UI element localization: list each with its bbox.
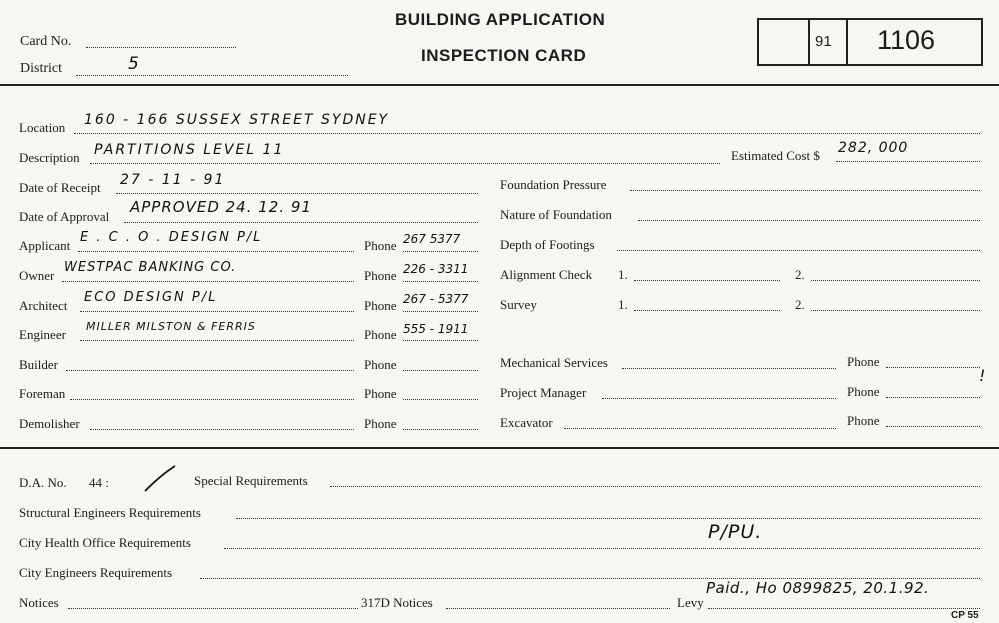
description-value: PARTITIONS LEVEL 11 xyxy=(94,142,285,158)
architect-phone-label: Phone xyxy=(364,298,397,313)
foreman-label: Foreman xyxy=(19,386,66,401)
foreman-phone-label: Phone xyxy=(364,386,397,401)
builder-label: Builder xyxy=(19,357,58,372)
demolisher-phone-label: Phone xyxy=(364,416,397,431)
title-line1: BUILDING APPLICATION xyxy=(395,10,606,29)
margin-mark: ! xyxy=(979,366,986,385)
levy-label: Levy xyxy=(677,595,704,610)
card-number-box xyxy=(757,18,983,66)
survey-num1: 1. xyxy=(618,297,628,312)
applicant-phone-value: 267 5377 xyxy=(403,232,461,246)
excavator-label: Excavator xyxy=(500,415,553,430)
date-receipt-label: Date of Receipt xyxy=(19,180,101,195)
engineer-label: Engineer xyxy=(19,327,66,342)
owner-label: Owner xyxy=(19,268,55,283)
engineer-phone-value: 555 - 1911 xyxy=(403,322,469,336)
estimated-cost-value: 282, 000 xyxy=(838,140,909,156)
demolisher-label: Demolisher xyxy=(19,416,80,431)
owner-phone-label: Phone xyxy=(364,268,397,283)
applicant-label: Applicant xyxy=(19,238,71,253)
district-line xyxy=(76,75,348,76)
levy-value: Paid., Ho 0899825, 20.1.92. xyxy=(706,579,930,597)
engineer-value: MILLER MILSTON & FERRIS xyxy=(86,320,256,333)
nature-foundation-label: Nature of Foundation xyxy=(500,207,612,222)
mechanical-services-label: Mechanical Services xyxy=(500,355,608,370)
requirements-divider xyxy=(0,447,999,449)
card-no-label: Card No. xyxy=(20,34,72,49)
applicant-value: E . C . O . DESIGN P/L xyxy=(80,230,263,245)
health-requirements-label: City Health Office Requirements xyxy=(19,535,191,550)
date-receipt-value: 27 - 11 - 91 xyxy=(120,172,226,188)
district-value: 5 xyxy=(128,54,140,74)
owner-value: WESTPAC BANKING CO. xyxy=(64,260,237,275)
owner-phone-value: 226 - 3311 xyxy=(403,262,469,276)
project-manager-label: Project Manager xyxy=(500,385,587,400)
card-number: 1106 xyxy=(877,25,936,55)
da-no-label: D.A. No. xyxy=(19,475,67,490)
header-divider xyxy=(0,84,999,86)
da-no-value: 44 : xyxy=(89,475,109,490)
architect-value: ECO DESIGN P/L xyxy=(84,290,218,305)
builder-phone-label: Phone xyxy=(364,357,397,372)
architect-phone-value: 267 - 5377 xyxy=(403,292,469,306)
location-label: Location xyxy=(19,120,66,135)
survey-num2: 2. xyxy=(795,297,805,312)
health-requirements-value: P/PU. xyxy=(708,521,763,543)
notices-317d-label: 317D Notices xyxy=(361,595,433,610)
project-manager-phone-label: Phone xyxy=(847,384,880,399)
engineer-phone-label: Phone xyxy=(364,327,397,342)
foundation-pressure-label: Foundation Pressure xyxy=(500,177,607,192)
da-slash-mark xyxy=(142,464,178,494)
structural-requirements-label: Structural Engineers Requirements xyxy=(19,505,201,520)
survey-label: Survey xyxy=(500,297,537,312)
depth-footings-label: Depth of Footings xyxy=(500,237,595,252)
alignment-check-label: Alignment Check xyxy=(500,267,593,282)
title-line2: INSPECTION CARD xyxy=(421,46,587,65)
applicant-phone-label: Phone xyxy=(364,238,397,253)
notices-label: Notices xyxy=(19,595,59,610)
city-engineers-label: City Engineers Requirements xyxy=(19,565,173,580)
mechanical-phone-label: Phone xyxy=(847,354,880,369)
district-label: District xyxy=(20,61,62,76)
card-no-line xyxy=(86,47,236,48)
footer-code: CP 55 xyxy=(951,610,979,621)
excavator-phone-label: Phone xyxy=(847,413,880,428)
card-number-prefix: 91 xyxy=(815,33,832,50)
description-label: Description xyxy=(19,150,80,165)
location-value: 160 - 166 SUSSEX STREET SYDNEY xyxy=(84,112,390,128)
date-approval-label: Date of Approval xyxy=(19,209,110,224)
architect-label: Architect xyxy=(19,298,68,313)
estimated-cost-label: Estimated Cost $ xyxy=(731,148,820,163)
special-requirements-label: Special Requirements xyxy=(194,473,308,488)
alignment-num2: 2. xyxy=(795,267,805,282)
date-approval-value: APPROVED 24. 12. 91 xyxy=(130,198,312,216)
alignment-num1: 1. xyxy=(618,267,628,282)
